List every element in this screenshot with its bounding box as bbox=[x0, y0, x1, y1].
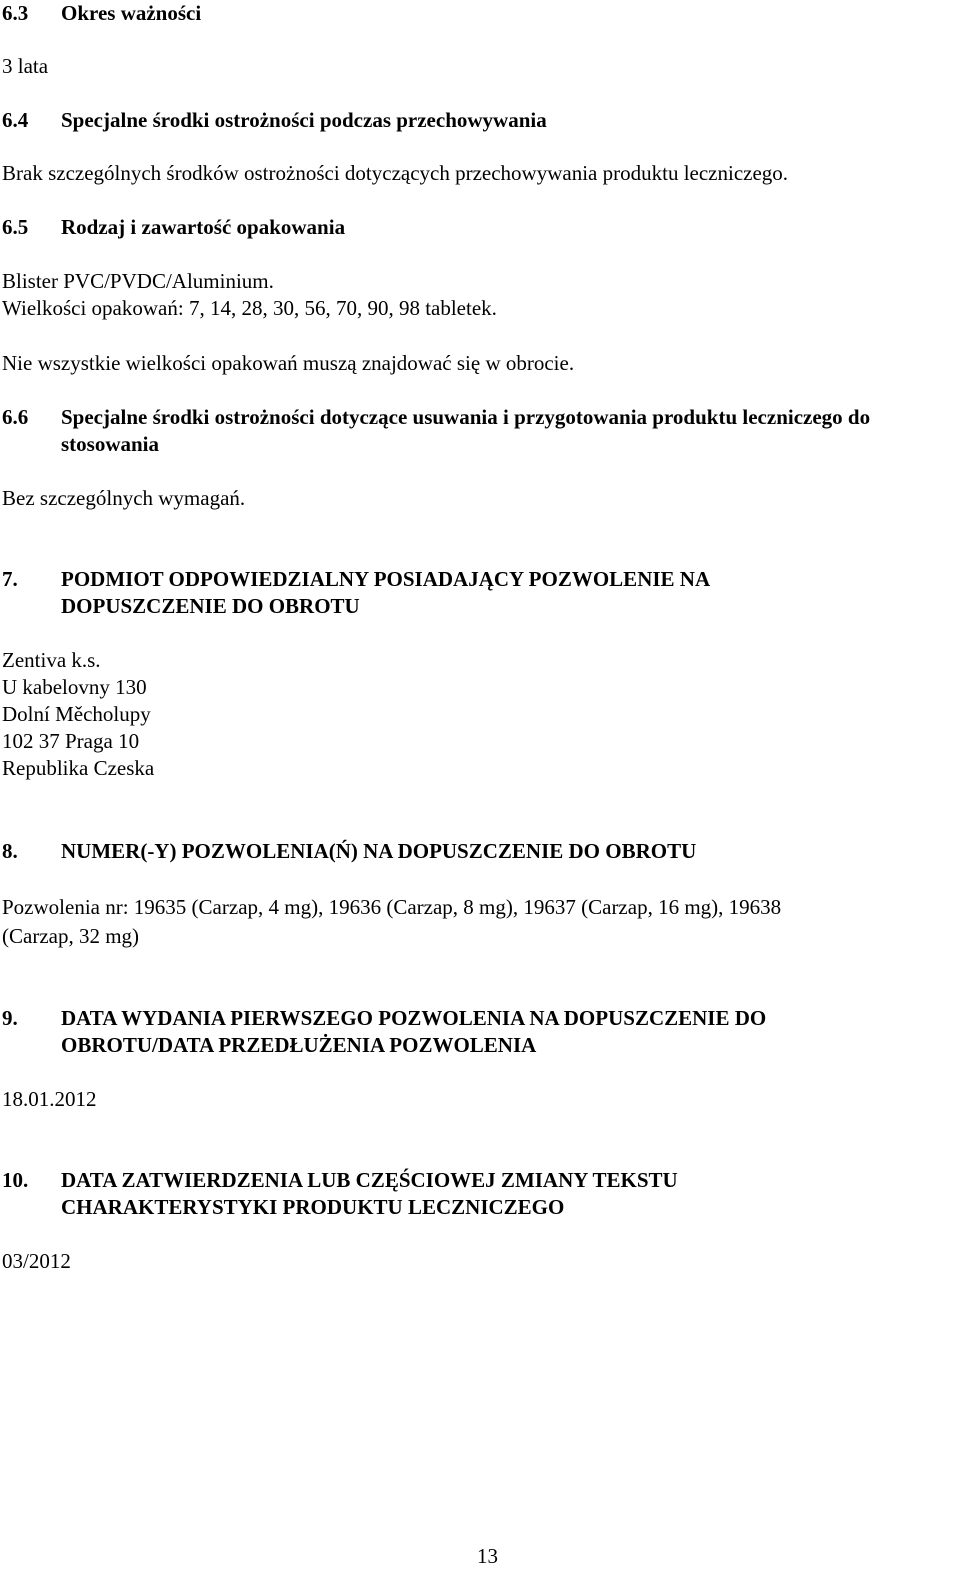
section-title: NUMER(-Y) POZWOLENIA(Ń) NA DOPUSZCZENIE DO OBROTU bbox=[61, 839, 697, 863]
section-title-line: DATA ZATWIERDZENIA LUB CZĘŚCIOWEJ ZMIANY TEKSTU bbox=[61, 1168, 678, 1192]
section-title-line: CHARAKTERYSTYKI PRODUKTU LECZNICZEGO bbox=[61, 1195, 565, 1219]
address-line: Dolní Měcholupy bbox=[2, 702, 151, 726]
section-number: 10. bbox=[2, 1168, 29, 1192]
section-title-line: OBROTU/DATA PRZEDŁUŻENIA POZWOLENIA bbox=[61, 1033, 537, 1057]
section-title-line: DATA WYDANIA PIERWSZEGO POZWOLENIA NA DOPUSZCZENIE DO bbox=[61, 1006, 767, 1030]
section-number: 9. bbox=[2, 1006, 18, 1030]
section-6-5-line: Wielkości opakowań: 7, 14, 28, 30, 56, 70, 90, 98 tabletek. bbox=[2, 296, 497, 320]
section-number: 6.5 bbox=[2, 215, 29, 239]
section-6-3-body: 3 lata bbox=[2, 54, 49, 78]
section-6-5-line: Nie wszystkie wielkości opakowań muszą znajdować się w obrocie. bbox=[2, 351, 575, 375]
address-line: U kabelovny 130 bbox=[2, 675, 147, 699]
section-8-body-line: Pozwolenia nr: 19635 (Carzap, 4 mg), 19636 (Carzap, 8 mg), 19637 (Carzap, 16 mg), 19638 bbox=[2, 895, 782, 919]
section-title: Okres ważności bbox=[61, 1, 202, 25]
section-title: Rodzaj i zawartość opakowania bbox=[61, 215, 346, 239]
address-line: Zentiva k.s. bbox=[2, 648, 101, 672]
section-10-body: 03/2012 bbox=[2, 1249, 71, 1273]
section-title: Specjalne środki ostrożności podczas przechowywania bbox=[61, 108, 547, 132]
section-title-line: Specjalne środki ostrożności dotyczące usuwania i przygotowania produktu leczniczego do bbox=[61, 405, 871, 429]
section-number: 8. bbox=[2, 839, 18, 863]
page-number: 13 bbox=[477, 1544, 498, 1568]
address-line: Republika Czeska bbox=[2, 756, 155, 780]
section-6-4-body: Brak szczególnych środków ostrożności dotyczących przechowywania produktu leczniczego. bbox=[2, 161, 789, 185]
section-6-6-body: Bez szczególnych wymagań. bbox=[2, 486, 246, 510]
section-title-line: PODMIOT ODPOWIEDZIALNY POSIADAJĄCY POZWOLENIE NA bbox=[61, 567, 711, 591]
section-number: 7. bbox=[2, 567, 18, 591]
address-line: 102 37 Praga 10 bbox=[2, 729, 140, 753]
section-title-line: DOPUSZCZENIE DO OBROTU bbox=[61, 594, 360, 618]
section-number: 6.4 bbox=[2, 108, 29, 132]
section-9-body: 18.01.2012 bbox=[2, 1087, 97, 1111]
section-6-5-line: Blister PVC/PVDC/Aluminium. bbox=[2, 269, 274, 293]
section-number: 6.6 bbox=[2, 405, 29, 429]
section-8-body-line: (Carzap, 32 mg) bbox=[2, 924, 140, 948]
section-title-line: stosowania bbox=[61, 432, 160, 456]
section-number: 6.3 bbox=[2, 1, 29, 25]
